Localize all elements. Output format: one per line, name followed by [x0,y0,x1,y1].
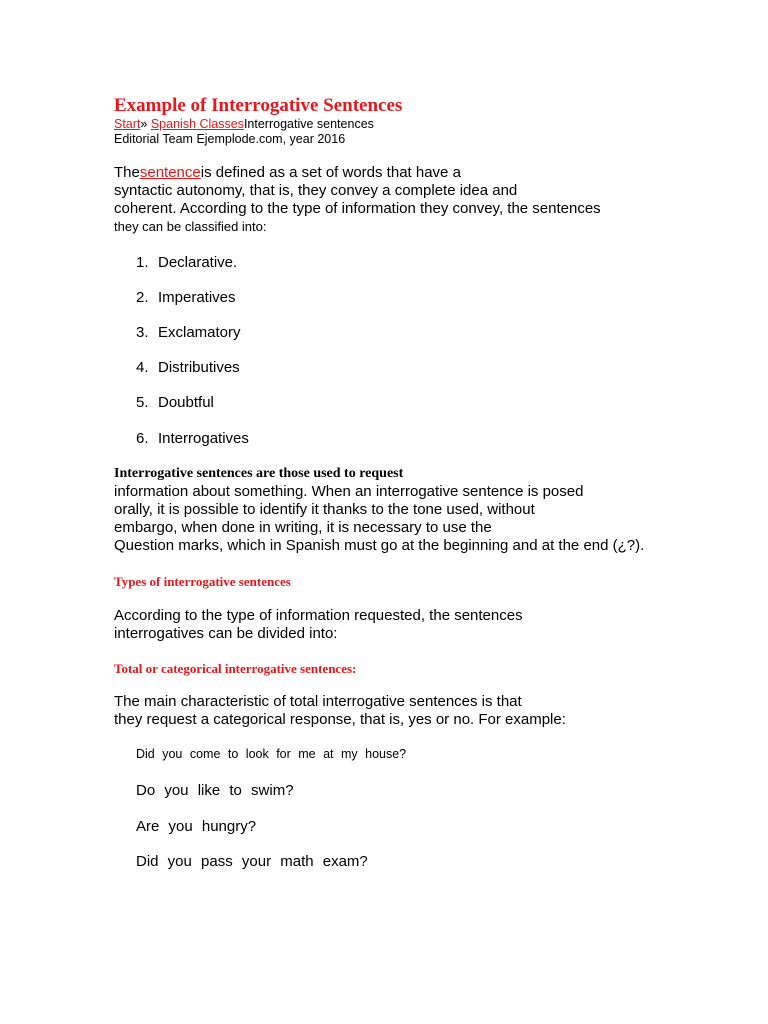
intro-the: The [114,164,140,181]
list-item: 3. Exclamatory [136,324,241,341]
types-para-line-2: interrogatives can be divided into: [114,625,338,642]
list-item: 1. Declarative. [136,254,238,271]
list-item: 5. Doubtful [136,394,214,411]
breadcrumb-current: Interrogative sentences [243,117,374,131]
interrogative-line-2: information about something. When an interrogative sentence is posed [114,483,584,500]
byline: Editorial Team Ejemplode.com, year 2016 [114,132,346,146]
sentence-link[interactable]: sentence [139,164,201,181]
intro-line-1 [114,164,461,181]
total-para-line-2: they request a categorical response, that is, yes or no. For example: [114,711,566,728]
breadcrumb-start-link[interactable]: Start [114,117,141,131]
intro-line-1-rest: is defined as a set of words that have a [200,164,461,181]
list-item: 6. Interrogatives [136,430,249,447]
total-para-line-1: The main characteristic of total interrogative sentences is that [114,693,522,710]
example-question: Did you pass your math exam? [136,853,368,870]
types-heading: Types of interrogative sentences [114,574,291,589]
intro-line-4: they can be classified into: [114,219,267,234]
interrogative-line-5: Question marks, which in Spanish must go at the beginning and at the end (¿?). [114,537,645,554]
page-title: Example of Interrogative Sentences [114,95,403,116]
interrogative-line-4: embargo, when done in writing, it is necessary to use the [114,519,492,536]
interrogative-line-3: orally, it is possible to identify it thanks to the tone used, without [114,501,535,518]
example-question: Are you hungry? [136,818,257,835]
list-item: 2. Imperatives [136,289,236,306]
list-item: 4. Distributives [136,359,240,376]
example-question: Do you like to swim? [136,782,294,799]
breadcrumb-spanish-classes-link[interactable]: Spanish Classes [150,117,244,131]
breadcrumb [114,117,374,131]
intro-line-2: syntactic autonomy, that is, they convey a complete idea and [114,182,518,199]
interrogative-definition-bold: Interrogative sentences are those used to request [114,466,404,481]
types-para-line-1: According to the type of information requested, the sentences [114,607,523,624]
breadcrumb-separator: » [140,117,151,131]
total-heading: Total or categorical interrogative sentences: [114,661,357,676]
intro-line-3: coherent. According to the type of information they convey, the sentences [114,200,601,217]
example-question: Did you come to look for me at my house? [136,747,407,761]
